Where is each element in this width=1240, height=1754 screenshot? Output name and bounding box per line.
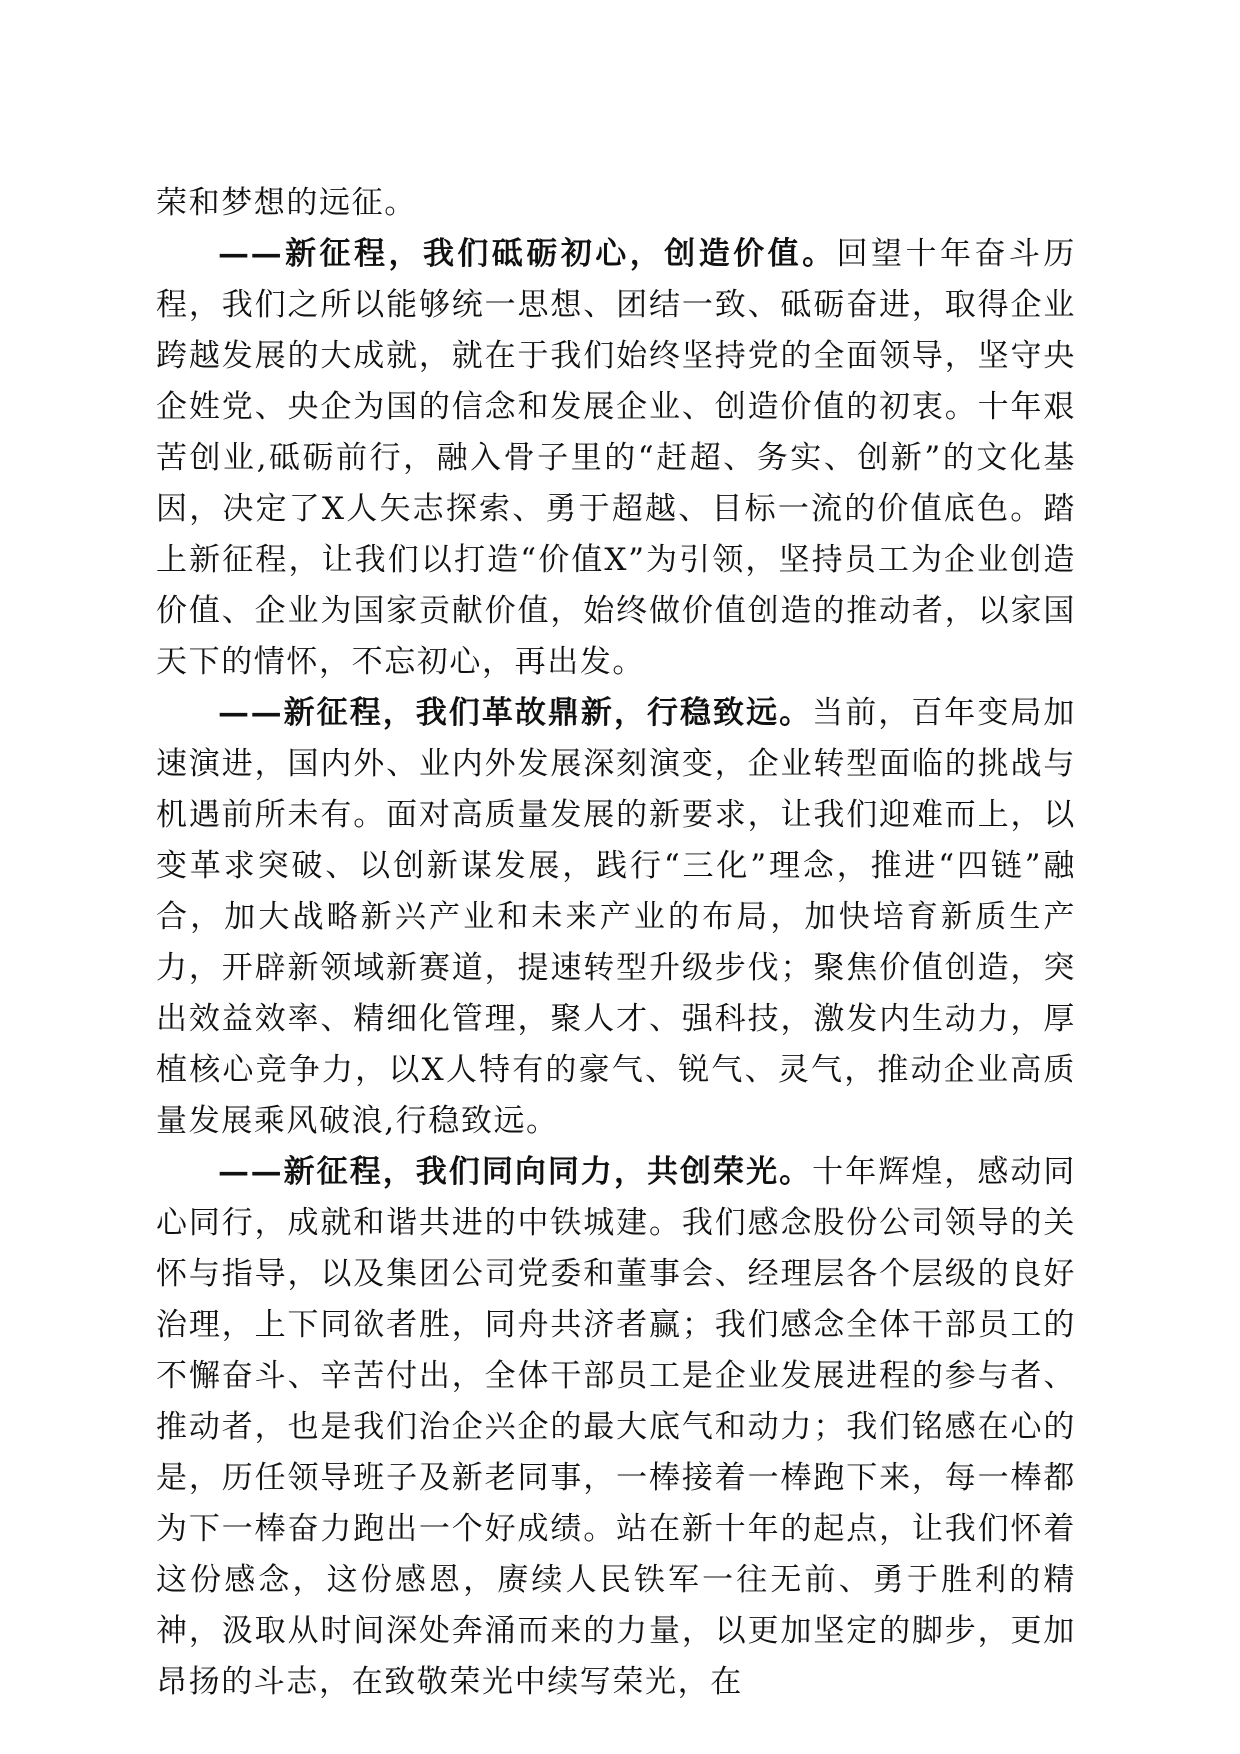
paragraph-lead: ——新征程，我们砥砺初心，创造价值。 (218, 236, 837, 272)
paragraph-innovation (156, 688, 1076, 1147)
paragraph-lead: ——新征程，我们革故鼎新，行稳致远。 (218, 695, 813, 731)
paragraph-text: 回望十年奋斗历程，我们之所以能够统一思想、团结一致、砥砺奋进，取得企业跨越发展的大成就，就在于我们始终坚持党的全面领导，坚守央企姓党、央企为国的信念和发展企业、创造价值的初衷。十年艰苦创业,砥砺前行，融入骨子里的“赶超、务实、创新”的文化基因，决定了X人矢志探索、勇于超越、目标一流的价值底色。踏上新征程，让我们以打造“价值X”为引领，坚持员工为企业创造价值、企业为国家贡献价值，始终做价值创造的推动者，以家国天下的情怀，不忘初心，再出发。 (156, 236, 1076, 680)
paragraph-shared-glory (156, 1147, 1076, 1708)
paragraph-lead: ——新征程，我们同向同力，共创荣光。 (218, 1154, 813, 1190)
paragraph-text: 十年辉煌，感动同心同行，成就和谐共进的中铁城建。我们感念股份公司领导的关怀与指导，以及集团公司党委和董事会、经理层各个层级的良好治理，上下同欲者胜，同舟共济者赢；我们感念全体干部员工的不懈奋斗、辛苦付出，全体干部员工是企业发展进程的参与者、推动者，也是我们治企兴企的最大底气和动力；我们铭感在心的是，历任领导班子及新老同事，一棒接着一棒跑下来，每一棒都为下一棒奋力跑出一个好成绩。站在新十年的起点，让我们怀着这份感念，这份感恩，赓续人民铁军一往无前、勇于胜利的精神，汲取从时间深处奔涌而来的力量，以更加坚定的脚步，更加昂扬的斗志，在致敬荣光中续写荣光，在 (156, 1154, 1076, 1700)
document-body (156, 178, 1076, 1708)
paragraph-create-value (156, 229, 1076, 688)
opening-line: 荣和梦想的远征。 (156, 185, 417, 221)
paragraph-text: 当前，百年变局加速演进，国内外、业内外发展深刻演变，企业转型面临的挑战与机遇前所未有。面对高质量发展的新要求，让我们迎难而上，以变革求突破、以创新谋发展，践行“三化”理念，推进“四链”融合，加大战略新兴产业和未来产业的布局，加快培育新质生产力，开辟新领域新赛道，提速转型升级步伐；聚焦价值创造，突出效益效率、精细化管理，聚人才、强科技，激发内生动力，厚植核心竞争力，以X人特有的豪气、锐气、灵气，推动企业高质量发展乘风破浪,行稳致远。 (156, 695, 1076, 1139)
